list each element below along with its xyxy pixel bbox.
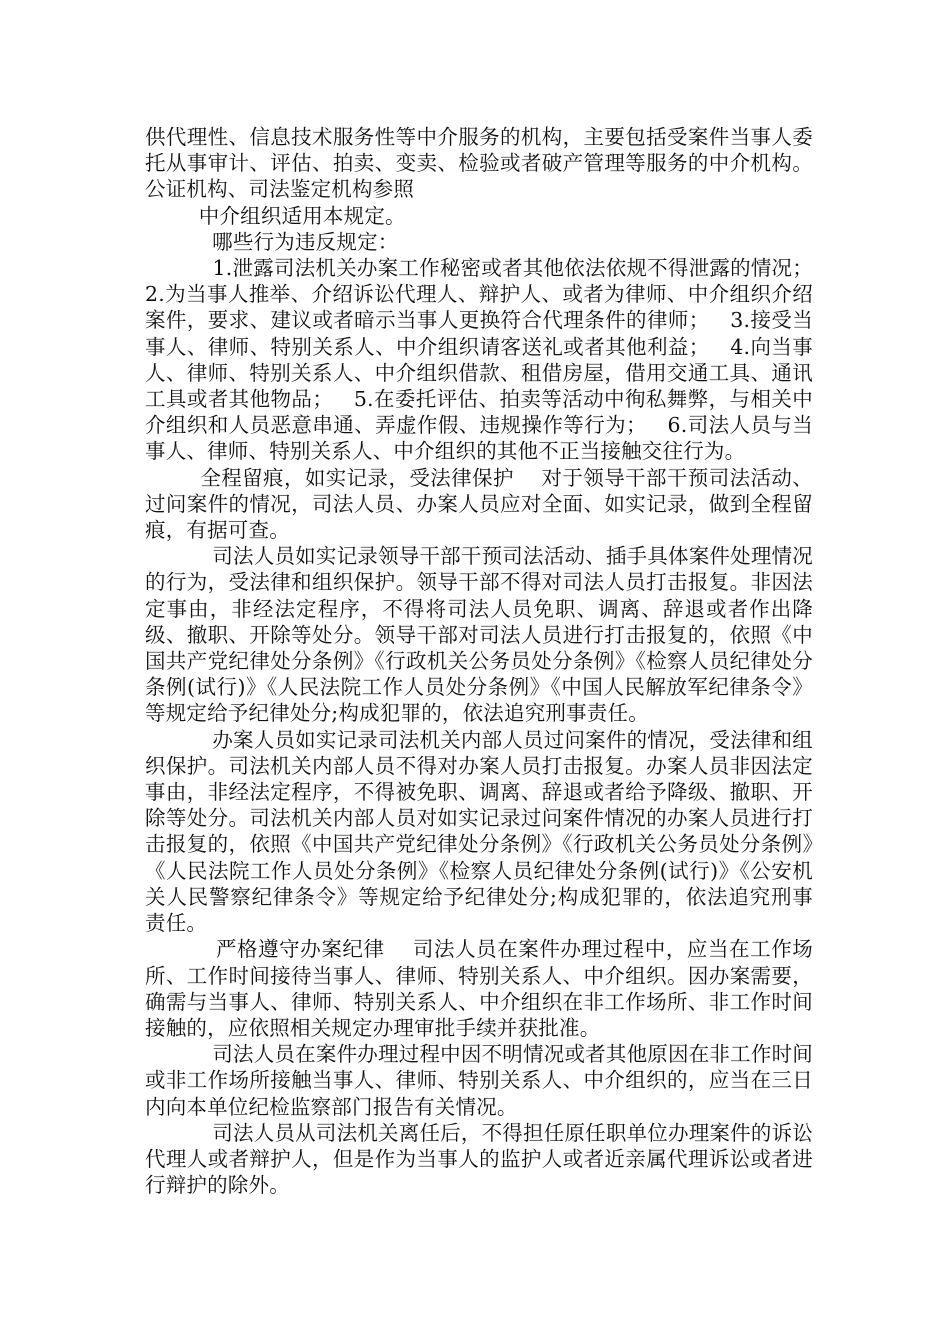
paragraph-leader-interference: 司法人员如实记录领导干部干预司法活动、插手具体案件处理情况的行为，受法律和组织保护。领导干部不得对司法人员打击报复。非因法定事由，非经法定程序，不得将司法人员免职、调离、辞退或者作出降级、撤职、开除等处分。领导干部对司法人员进行打击报复的，依照《中国共产党纪律处分条例》《行政机关公务员处分条例》《检察人员纪律处分条例(试行)》《人民法院工作人员处分条例》《中国人民解放军纪律条令》等规定给予纪律处分;构成犯罪的，依法追究刑事责任。 [145,544,813,726]
paragraph-applicability: 中介组织适用本规定。 [145,203,406,228]
paragraph-discipline: 严格遵守办案纪律 司法人员在案件办理过程中，应当在工作场所、工作时间接待当事人、律师、特别关系人、中介组织。因办案需要，确需与当事人、律师、特别关系人、中介组织在非工作场所、非工作时间接触的，应依照相关规定办理审批手续并获批准。 [145,937,813,1040]
paragraph-post-departure: 司法人员从司法机关离任后，不得担任原任职单位办理案件的诉讼代理人或者辩护人，但是作为当事人的监护人或者近亲属代理诉讼或者进行辩护的除外。 [145,1120,813,1198]
paragraph-reporting: 司法人员在案件办理过程中因不明情况或者其他原因在非工作时间或非工作场所接触当事人、律师、特别关系人、中介组织的，应当在三日内向本单位纪检监察部门报告有关情况。 [145,1042,813,1119]
paragraph-intermediary-definition: 供代理性、信息技术服务性等中介服务的机构，主要包括受案件当事人委托从事审计、评估、拍卖、变卖、检验或者破产管理等服务的中介机构。公证机构、司法鉴定机构参照 [145,125,813,202]
paragraph-internal-inquiry: 办案人员如实记录司法机关内部人员过问案件的情况，受法律和组织保护。司法机关内部人员不得对办案人员打击报复。办案人员非因法定事由，非经法定程序，不得被免职、调离、辞退或者给予降级、撤职、开除等处分。司法机关内部人员对如实记录过问案件情况的办案人员进行打击报复的，依照《中国共产党纪律处分条例》《行政机关公务员处分条例》《人民法院工作人员处分条例》《检察人员纪律处分条例(试行)》《公安机关人民警察纪律条令》等规定给予纪律处分;构成犯罪的，依法追究刑事责任。 [145,727,813,936]
paragraph-record-keeping: 全程留痕，如实记录，受法律保护 对于领导干部干预司法活动、过问案件的情况，司法人员、办案人员应对全面、如实记录，做到全程留痕，有据可查。 [145,465,814,543]
paragraph-violations-list: 1.泄露司法机关办案工作秘密或者其他依法依规不得泄露的情况； 2.为当事人推举、介绍诉讼代理人、辩护人、或者为律师、中介组织介绍案件，要求、建议或者暗示当事人更换符合代理条件的律师； 3.接受当事人、律师、特别关系人、中介组织请客送礼或者其他利益； 4.向当事人、律师、特别关系人、中介组织借款、租借房屋，借用交通工具、通讯工具或者其他物品； 5.在委托评估、拍卖等活动中徇私舞弊，与相关中介组织和人员恶意串通、弄虚作假、违规操作等行为； 6.司法人员与当事人、律师、特别关系人、中介组织的其他不正当接触交往行为。 [145,256,834,464]
paragraph-violations-heading: 哪些行为违反规定： [145,229,399,254]
document-page [145,124,834,1198]
